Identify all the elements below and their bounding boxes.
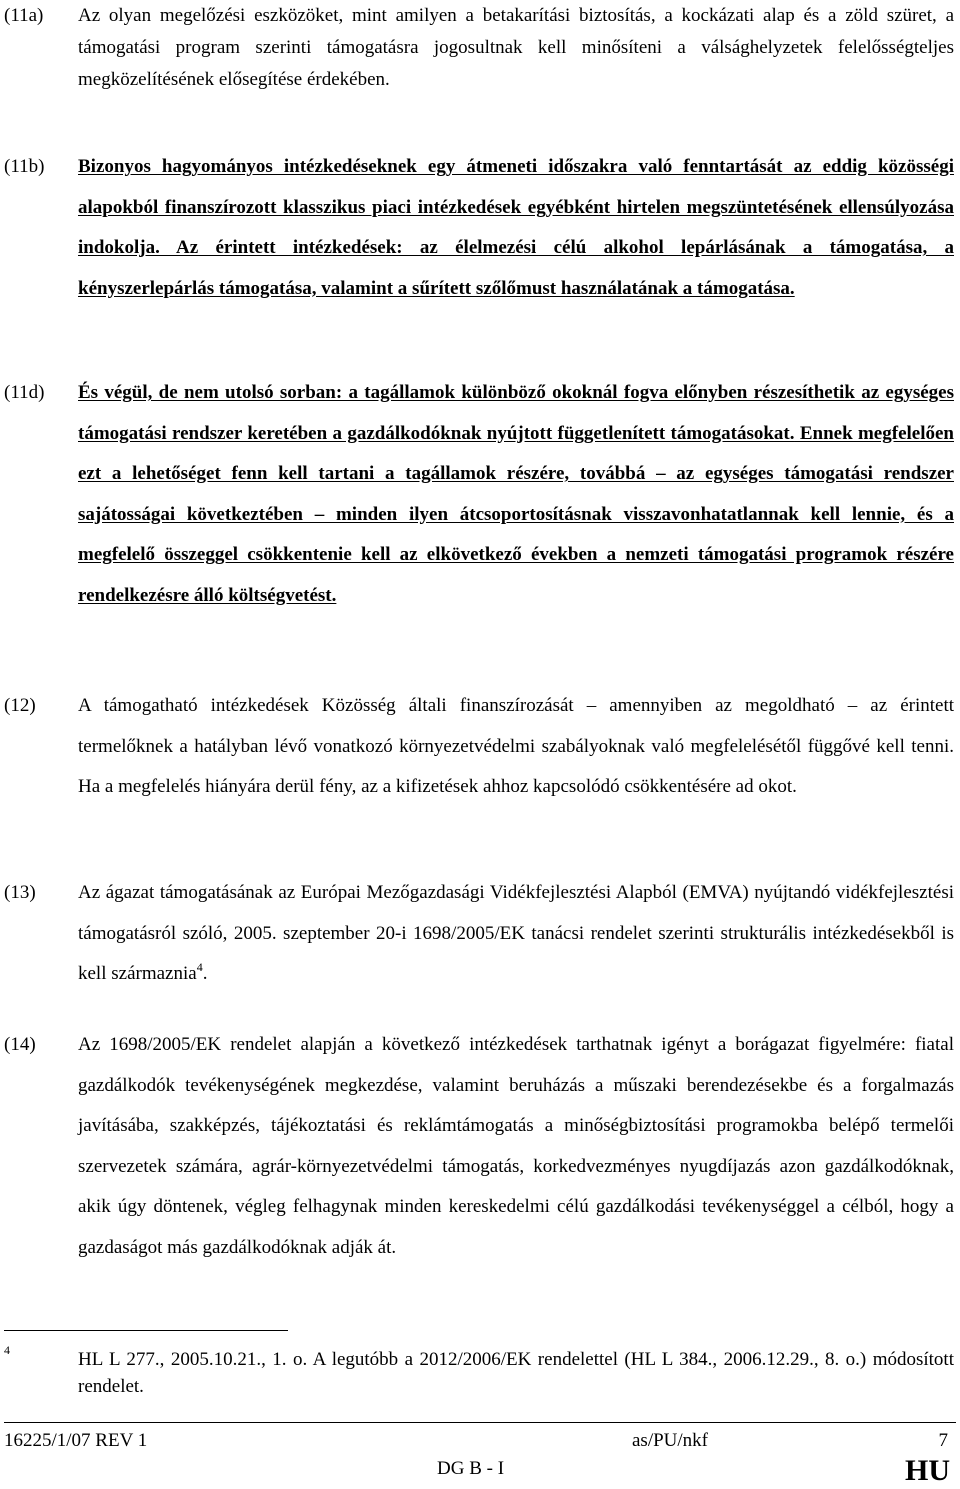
paragraph-text-body: Az ágazat támogatásának az Európai Mezőgazdasági Vidékfejlesztési Alapból (EMVA) nyújtandó vidékfejlesztési támogatásról szóló, 2005. szeptember 20-i 1698/2005/EK tanácsi rendelet szerinti strukturális intézkedésekből is kell származnia bbox=[78, 882, 954, 984]
paragraph-number: (11a) bbox=[4, 5, 44, 26]
paragraph-text-part1: És végül, de nem utolsó sorban: a tagállamok különböző okoknál fogva előnyben részesíthetik az egységes támogatási rendszer keretében a gazdálkodóknak nyújtott függetlenített támogatásokat. bbox=[78, 382, 954, 444]
footnote-separator bbox=[4, 1330, 288, 1331]
page-number: 7 bbox=[938, 1430, 948, 1451]
paragraph-14 bbox=[4, 1025, 954, 1268]
paragraph-11b bbox=[4, 147, 954, 309]
footnote-reference[interactable]: 4 bbox=[196, 960, 203, 974]
author-initials: as/PU/nkf bbox=[632, 1430, 708, 1451]
footnote-text: HL L 277., 2005.10.21., 1. o. A legutóbb a 2012/2006/EK rendelettel (HL L 384., 2006.12.29., 8. o.) módosított rendelet. bbox=[78, 1349, 954, 1397]
paragraph-text: A támogatható intézkedések Közösség általi finanszírozását – amennyiben az megoldható – az érintett termelőknek a hatályban lévő vonatkozó környezetvédelmi szabályoknak való megfelelésétől függővé kell tenni. Ha a megfelelés hiányára derül fény, az a kifizetések ahhoz kapcsolódó csökkentésére ad okot. bbox=[78, 695, 954, 797]
paragraph-text-part2: Ennek megfelelően ezt a lehetőséget fenn kell tartani a tagállamok részére, továbbá – az egységes támogatási rendszer sajátosságai következtében – minden ilyen átcsoportosításnak visszavonhatatlannak kell lennie, és a megfelelő összeggel csökkentenie kell az elkövetkező években a nemzeti támogatási programok részére rendelkezésre álló költségvetést. bbox=[78, 422, 954, 606]
paragraph-number: (12) bbox=[4, 695, 36, 716]
paragraph-text: Az olyan megelőzési eszközöket, mint amilyen a betakarítási biztosítás, a kockázati alap és a zöld szüret, a támogatási program szerinti támogatásra jogosultnak kell minősíteni a válsághelyzetek felelősségteljes megközelítésének elősegítése érdekében. bbox=[78, 5, 954, 90]
paragraph-text bbox=[78, 373, 954, 616]
paragraph-11a bbox=[4, 0, 954, 96]
paragraph-12 bbox=[4, 686, 954, 808]
directorate-general: DG B - I bbox=[437, 1458, 505, 1479]
paragraph-text: Az 1698/2005/EK rendelet alapján a következő intézkedések tarthatnak igényt a borágazat figyelmére: fiatal gazdálkodók tevékenységének megkezdése, valamint beruházás a műszaki berendezésekbe és a forgalmazás javításába, szakképzés, tájékoztatási és reklámtámogatás a minőségbiztosítási programokba belépő termelői szervezetek számára, agrár-környezetvédelmi támogatás, korkedvezményes nyugdíjazás azon gazdálkodóknak, akik úgy döntenek, végleg felhagynak minden kereskedelmi célú gazdálkodási tevékenységgel a célból, hogy a gazdaságot más gazdálkodóknak adják át. bbox=[78, 1034, 954, 1258]
paragraph-text bbox=[78, 873, 954, 995]
paragraph-number: (11b) bbox=[4, 156, 45, 177]
footer-separator bbox=[4, 1422, 956, 1423]
paragraph-text: Bizonyos hagyományos intézkedéseknek egy átmeneti időszakra való fenntartását az eddig közösségi alapokból finanszírozott klasszikus piaci intézkedések egyébként hirtelen megszüntetésének ellensúlyozása indokolja. Az érintett intézkedések: az élelmezési célú alkohol lepárlásának a támogatása, a kényszerlepárlás támogatása, valamint a sűrített szőlőmust használatának a támogatása. bbox=[78, 156, 954, 299]
paragraph-number: (14) bbox=[4, 1034, 36, 1055]
document-reference: 16225/1/07 REV 1 bbox=[4, 1430, 148, 1451]
paragraph-number: (11d) bbox=[4, 382, 45, 403]
paragraph-13 bbox=[4, 873, 954, 995]
paragraph-number: (13) bbox=[4, 882, 36, 903]
paragraph-11d bbox=[4, 373, 954, 616]
footnote-number: 4 bbox=[4, 1343, 10, 1357]
footnote bbox=[4, 1340, 954, 1400]
language-code: HU bbox=[905, 1454, 950, 1487]
paragraph-text-end: . bbox=[202, 963, 208, 984]
